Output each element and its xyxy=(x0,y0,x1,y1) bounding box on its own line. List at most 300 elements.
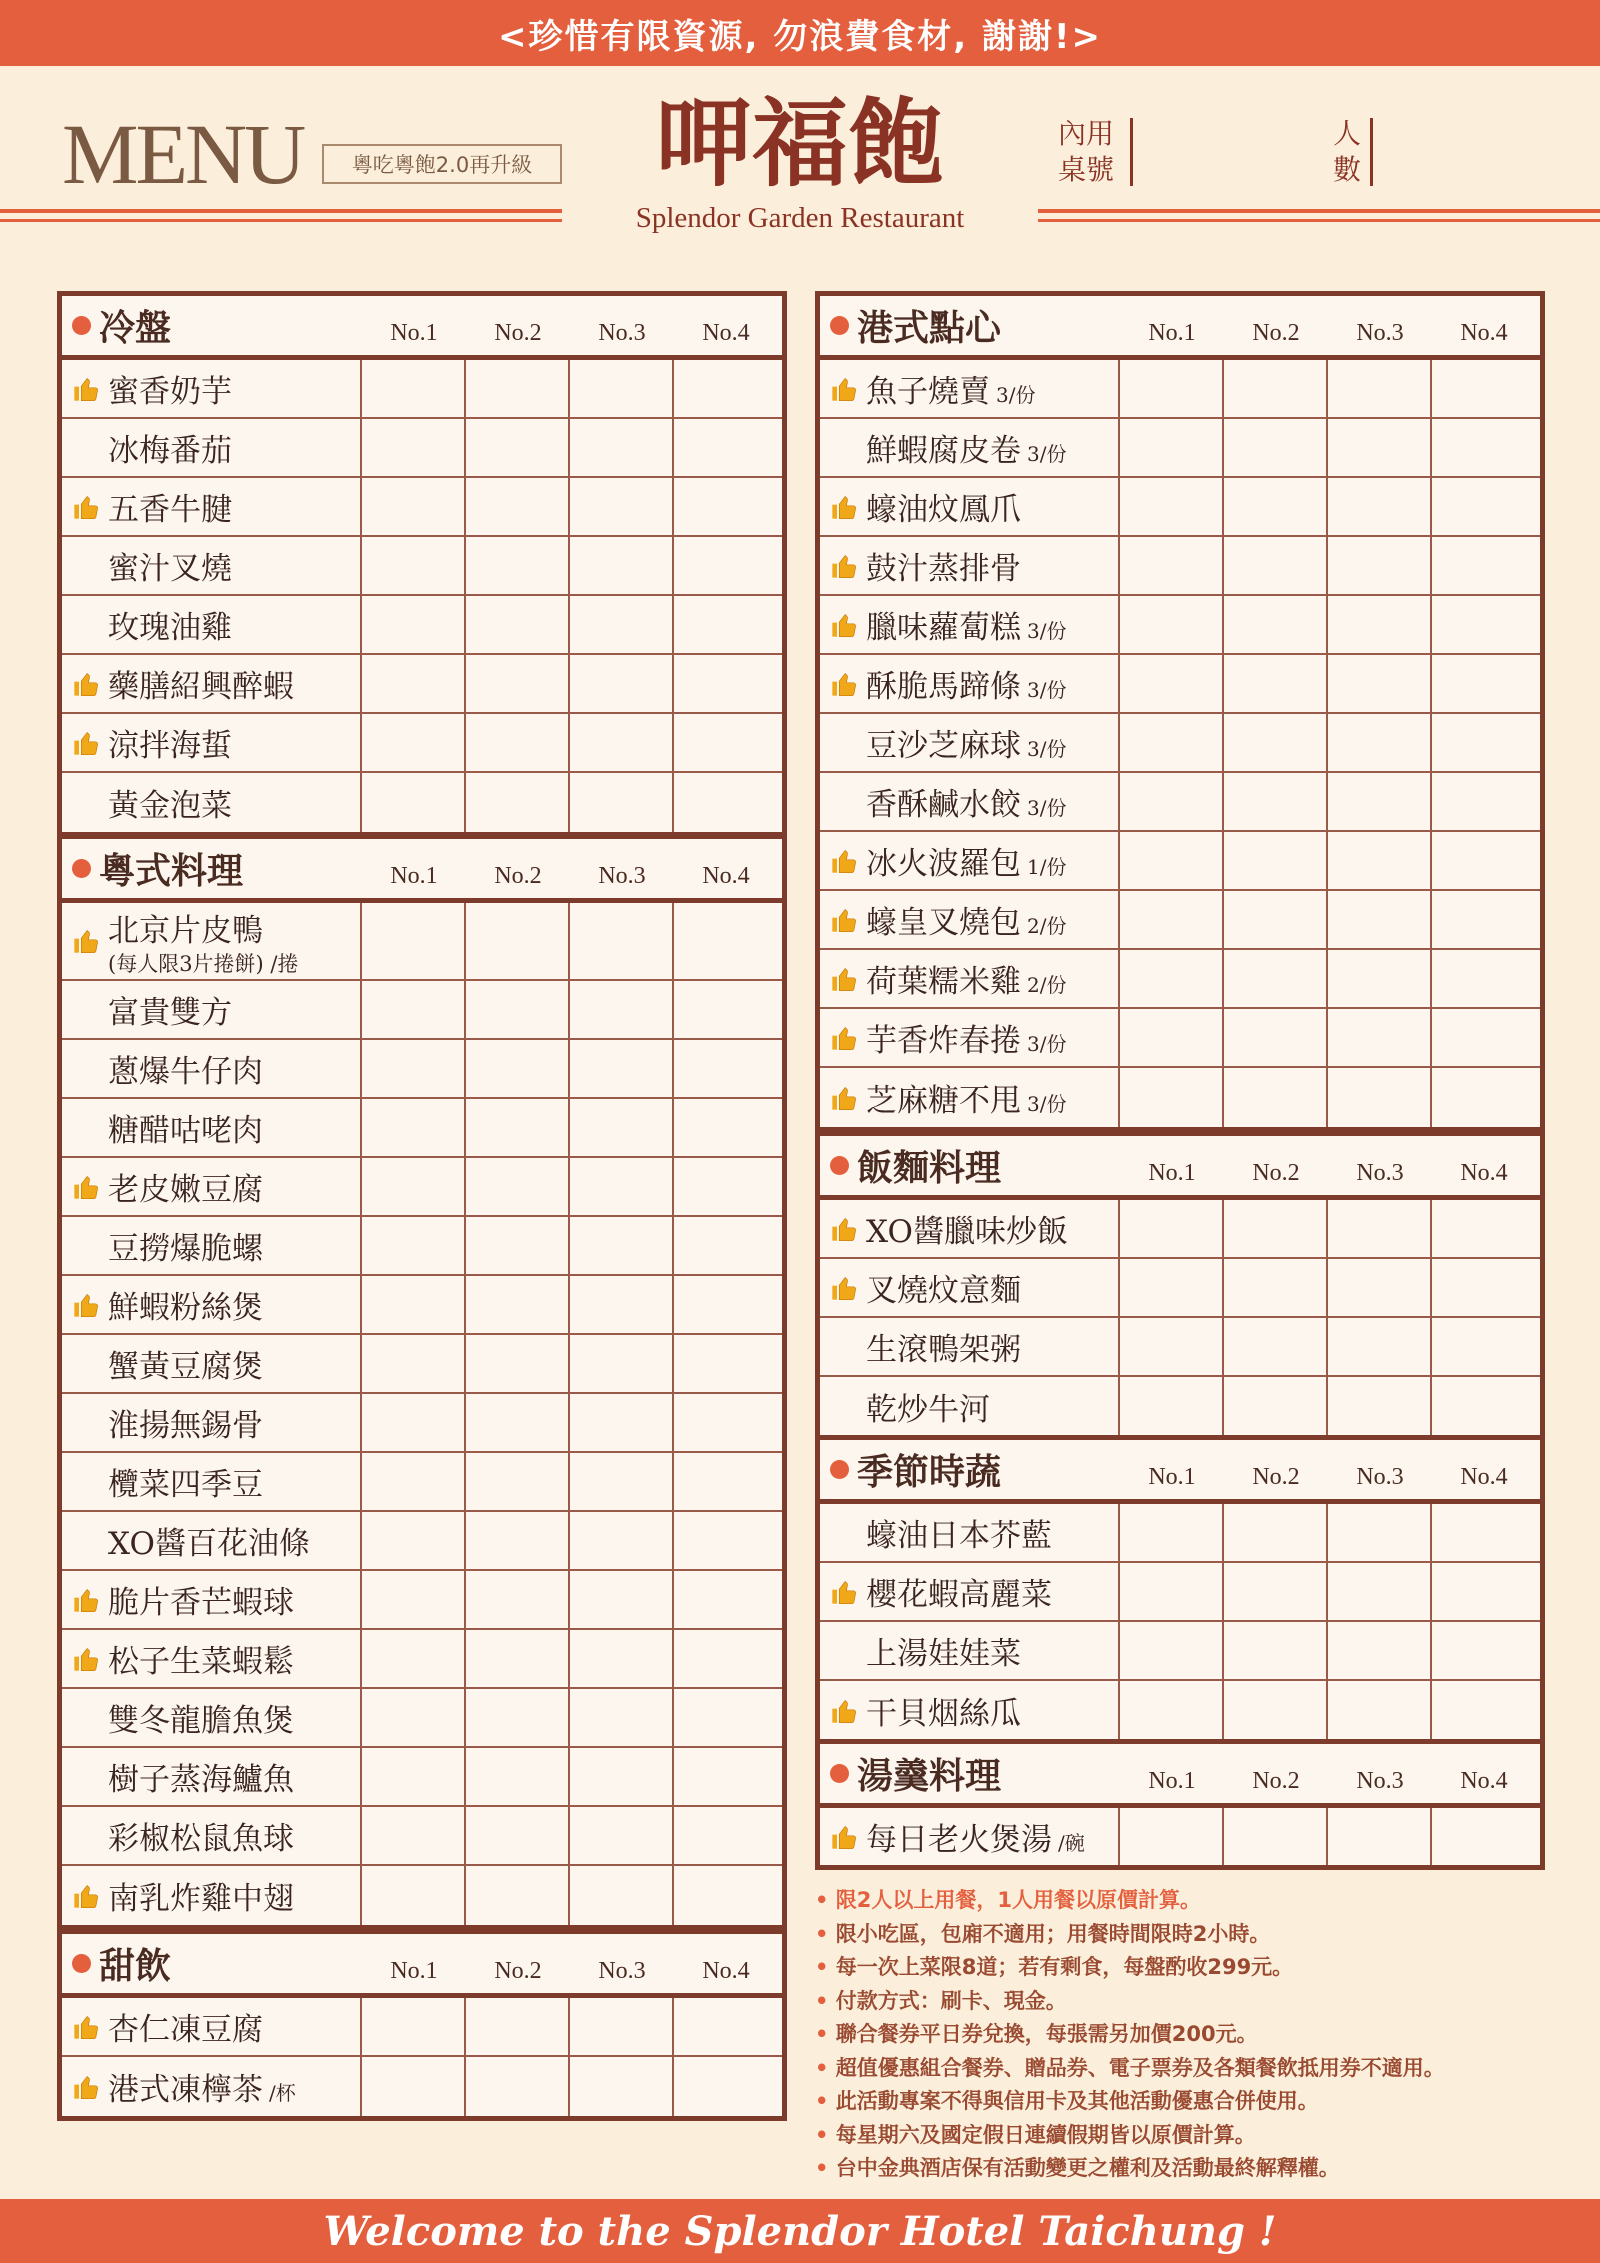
order-quantity-cell[interactable] xyxy=(1432,1377,1536,1436)
order-quantity-cell[interactable] xyxy=(1120,1200,1224,1257)
order-quantity-cell[interactable] xyxy=(1432,950,1536,1007)
order-quantity-cell[interactable] xyxy=(1328,773,1432,830)
order-quantity-cell[interactable] xyxy=(570,773,674,832)
order-quantity-cell[interactable] xyxy=(466,1394,570,1451)
order-quantity-cell[interactable] xyxy=(362,1040,466,1097)
thumbs-up-icon xyxy=(72,1645,100,1673)
order-quantity-cell[interactable] xyxy=(466,1748,570,1805)
order-quantity-cell[interactable] xyxy=(570,1335,674,1392)
order-quantity-cell[interactable] xyxy=(466,1276,570,1333)
menu-item-line xyxy=(866,543,1118,588)
order-quantity-cell[interactable] xyxy=(1432,360,1536,417)
order-quantity-cell[interactable] xyxy=(1328,1563,1432,1620)
order-quantity-cell[interactable] xyxy=(1328,1009,1432,1066)
order-quantity-cell[interactable] xyxy=(1120,1563,1224,1620)
order-quantity-cell[interactable] xyxy=(1224,1259,1328,1316)
order-quantity-cell[interactable] xyxy=(674,419,778,476)
order-quantity-cell[interactable] xyxy=(362,478,466,535)
order-quantity-cell[interactable] xyxy=(1120,1622,1224,1679)
order-quantity-cell[interactable] xyxy=(1120,1009,1224,1066)
order-quantity-cell[interactable] xyxy=(1432,1009,1536,1066)
order-quantity-cell[interactable] xyxy=(362,1335,466,1392)
order-quantity-cell[interactable] xyxy=(570,1998,674,2055)
order-quantity-cell[interactable] xyxy=(674,1158,778,1215)
order-quantity-cell[interactable] xyxy=(1432,1681,1536,1740)
menu-item-row xyxy=(820,950,1540,1009)
order-quantity-cell[interactable] xyxy=(1432,1068,1536,1127)
order-quantity-cell[interactable] xyxy=(570,1099,674,1156)
column-header: No.2 xyxy=(1252,1464,1300,1490)
order-quantity-cell[interactable] xyxy=(674,773,778,832)
menu-item-name-cell xyxy=(820,714,1120,771)
menu-item-name-cell xyxy=(62,981,362,1038)
menu-item-line xyxy=(866,838,1118,883)
menu-item-name: 蟹黃豆腐煲 xyxy=(108,1349,263,1385)
order-quantity-cell[interactable] xyxy=(362,1512,466,1569)
order-quantity-cell[interactable] xyxy=(1224,1068,1328,1127)
order-quantity-cell[interactable] xyxy=(1328,1808,1432,1865)
section-veg xyxy=(815,1435,1545,1745)
order-quantity-cell[interactable] xyxy=(1120,891,1224,948)
order-quantity-cell[interactable] xyxy=(466,773,570,832)
order-quantity-cell[interactable] xyxy=(1224,655,1328,712)
order-quantity-cell[interactable] xyxy=(466,981,570,1038)
order-quantity-cell[interactable] xyxy=(674,1866,778,1925)
menu-item-name: 黃金泡菜 xyxy=(108,788,232,824)
menu-tagline: 粵吃粵飽2.0再升級 xyxy=(322,144,562,184)
order-quantity-cell[interactable] xyxy=(1120,478,1224,535)
thumbs-up-icon xyxy=(72,2013,100,2041)
column-header: No.2 xyxy=(494,1958,542,1984)
order-quantity-cell[interactable] xyxy=(1224,478,1328,535)
order-quantity-cell[interactable] xyxy=(1432,891,1536,948)
order-quantity-cell[interactable] xyxy=(1224,832,1328,889)
menu-item-name: 蠔油日本芥藍 xyxy=(866,1518,1052,1554)
order-quantity-cell[interactable] xyxy=(466,1217,570,1274)
order-quantity-cell[interactable] xyxy=(570,714,674,771)
menu-item-name: 港式凍檸茶 xyxy=(108,2072,263,2108)
order-quantity-cell[interactable] xyxy=(1120,1504,1224,1561)
column-header: No.1 xyxy=(1148,1160,1196,1186)
menu-item-row xyxy=(820,419,1540,478)
order-quantity-cell[interactable] xyxy=(466,596,570,653)
order-quantity-cell[interactable] xyxy=(1120,1808,1224,1865)
order-quantity-cell[interactable] xyxy=(362,537,466,594)
menu-item-row xyxy=(820,1318,1540,1377)
order-quantity-cell[interactable] xyxy=(674,1689,778,1746)
order-quantity-cell[interactable] xyxy=(466,1630,570,1687)
menu-item-portion: 3/份 xyxy=(1027,678,1067,702)
menu-item-row xyxy=(62,1689,782,1748)
menu-item-row xyxy=(820,1504,1540,1563)
column-header: No.3 xyxy=(1356,1160,1404,1186)
menu-item-name: 蜜香奶芋 xyxy=(108,374,232,410)
order-quantity-cell[interactable] xyxy=(1120,360,1224,417)
menu-item-name-cell xyxy=(820,1681,1120,1740)
menu-item-name: 北京片皮鴨 xyxy=(108,912,263,949)
order-quantity-cell[interactable] xyxy=(1120,1377,1224,1436)
order-quantity-cell[interactable] xyxy=(674,1217,778,1274)
menu-item-line xyxy=(108,1813,360,1858)
order-quantity-cell[interactable] xyxy=(1224,1681,1328,1740)
order-quantity-cell[interactable] xyxy=(362,1394,466,1451)
thumbs-up-icon xyxy=(830,493,858,521)
thumbs-up-icon xyxy=(72,1173,100,1201)
order-quantity-cell[interactable] xyxy=(674,1276,778,1333)
order-quantity-cell[interactable] xyxy=(466,478,570,535)
column-header: No.1 xyxy=(1148,1464,1196,1490)
order-quantity-cell[interactable] xyxy=(674,981,778,1038)
order-quantity-cell[interactable] xyxy=(1432,1808,1536,1865)
thumbs-up-icon xyxy=(72,927,100,955)
order-quantity-cell[interactable] xyxy=(1432,537,1536,594)
order-quantity-cell[interactable] xyxy=(1120,596,1224,653)
menu-item-line xyxy=(866,779,1118,824)
menu-item-line xyxy=(866,1814,1118,1859)
order-quantity-cell[interactable] xyxy=(1224,1504,1328,1561)
order-quantity-cell[interactable] xyxy=(1224,537,1328,594)
menu-item-line xyxy=(866,1384,1118,1429)
order-quantity-cell[interactable] xyxy=(1224,714,1328,771)
order-quantity-cell[interactable] xyxy=(674,360,778,417)
order-quantity-cell[interactable] xyxy=(570,596,674,653)
menu-item-name: 香酥鹹水餃 xyxy=(866,787,1021,823)
thumbs-up-icon xyxy=(830,1697,858,1725)
menu-item-row xyxy=(62,1807,782,1866)
thumbs-up-icon xyxy=(72,1291,100,1319)
order-quantity-cell[interactable] xyxy=(1432,1622,1536,1679)
order-quantity-cell[interactable] xyxy=(570,1158,674,1215)
order-quantity-cell[interactable] xyxy=(1120,419,1224,476)
menu-item-name-cell xyxy=(820,1504,1120,1561)
column-header: No.3 xyxy=(1356,1464,1404,1490)
order-quantity-cell[interactable] xyxy=(1432,1200,1536,1257)
order-quantity-cell[interactable] xyxy=(674,1335,778,1392)
thumbs-up-icon xyxy=(830,906,858,934)
menu-item-line xyxy=(866,1510,1118,1555)
order-quantity-cell[interactable] xyxy=(466,360,570,417)
order-quantity-cell[interactable] xyxy=(1120,714,1224,771)
menu-item-row xyxy=(62,596,782,655)
order-quantity-cell[interactable] xyxy=(1328,1504,1432,1561)
order-quantity-cell[interactable] xyxy=(1432,419,1536,476)
order-quantity-cell[interactable] xyxy=(674,1512,778,1569)
order-quantity-cell[interactable] xyxy=(570,1630,674,1687)
order-quantity-cell[interactable] xyxy=(466,714,570,771)
order-quantity-cell[interactable] xyxy=(1432,655,1536,712)
section-rice xyxy=(815,1131,1545,1441)
order-quantity-cell[interactable] xyxy=(1432,1504,1536,1561)
order-quantity-cell[interactable] xyxy=(362,1158,466,1215)
order-quantity-cell[interactable] xyxy=(1224,1563,1328,1620)
order-quantity-cell[interactable] xyxy=(362,1748,466,1805)
brand-subtitle: Splendor Garden Restaurant xyxy=(635,202,965,234)
order-quantity-cell[interactable] xyxy=(466,1689,570,1746)
menu-item-name: 藥膳紹興醉蝦 xyxy=(108,669,294,705)
menu-item-name-cell xyxy=(62,478,362,535)
menu-item-name: 淮揚無錫骨 xyxy=(108,1408,263,1444)
order-quantity-cell[interactable] xyxy=(362,1998,466,2055)
order-quantity-cell[interactable] xyxy=(362,596,466,653)
order-quantity-cell[interactable] xyxy=(674,1040,778,1097)
order-quantity-cell[interactable] xyxy=(362,1571,466,1628)
order-quantity-cell[interactable] xyxy=(570,1453,674,1510)
menu-item-row xyxy=(62,1998,782,2057)
order-quantity-cell[interactable] xyxy=(1120,1681,1224,1740)
order-quantity-cell[interactable] xyxy=(1328,950,1432,1007)
bullet-dot-icon xyxy=(830,1460,849,1479)
menu-item-name-cell xyxy=(820,891,1120,948)
order-quantity-cell[interactable] xyxy=(1224,1009,1328,1066)
menu-item-name: 冰火波羅包 xyxy=(866,846,1021,882)
menu-item-line xyxy=(108,366,360,411)
order-quantity-cell[interactable] xyxy=(466,1040,570,1097)
menu-item-line xyxy=(108,1577,360,1622)
order-quantity-cell[interactable] xyxy=(1328,1681,1432,1740)
column-header: No.4 xyxy=(1460,320,1508,346)
order-quantity-cell[interactable] xyxy=(466,1453,570,1510)
column-header: No.1 xyxy=(390,320,438,346)
section-title: 港式點心 xyxy=(857,308,1002,349)
order-quantity-cell[interactable] xyxy=(1328,419,1432,476)
order-quantity-cell[interactable] xyxy=(674,596,778,653)
order-quantity-cell[interactable] xyxy=(1120,537,1224,594)
order-quantity-cell[interactable] xyxy=(674,714,778,771)
menu-item-name-cell xyxy=(62,1099,362,1156)
order-quantity-cell[interactable] xyxy=(674,1807,778,1864)
column-header: No.1 xyxy=(390,863,438,889)
menu-item-name-cell xyxy=(62,1453,362,1510)
order-quantity-cell[interactable] xyxy=(1328,360,1432,417)
order-quantity-cell[interactable] xyxy=(466,1998,570,2055)
order-quantity-cell[interactable] xyxy=(1328,1622,1432,1679)
menu-item-name: 脆片香芒蝦球 xyxy=(108,1585,294,1621)
menu-item-name: 芋香炸春捲 xyxy=(866,1023,1021,1059)
section-header xyxy=(820,1744,1540,1808)
order-quantity-cell[interactable] xyxy=(362,419,466,476)
order-quantity-cell[interactable] xyxy=(1224,1377,1328,1436)
order-quantity-cell[interactable] xyxy=(674,478,778,535)
order-quantity-cell[interactable] xyxy=(1224,1808,1328,1865)
order-quantity-cell[interactable] xyxy=(466,1571,570,1628)
order-quantity-cell[interactable] xyxy=(570,1571,674,1628)
menu-item-name-cell xyxy=(62,1394,362,1451)
order-quantity-cell[interactable] xyxy=(570,2057,674,2116)
order-quantity-cell[interactable] xyxy=(362,1807,466,1864)
order-quantity-cell[interactable] xyxy=(1432,773,1536,830)
order-quantity-cell[interactable] xyxy=(466,1099,570,1156)
order-quantity-cell[interactable] xyxy=(674,903,778,979)
order-quantity-cell[interactable] xyxy=(1328,832,1432,889)
order-quantity-cell[interactable] xyxy=(674,1571,778,1628)
menu-item-line xyxy=(108,905,360,950)
order-quantity-cell[interactable] xyxy=(1432,596,1536,653)
menu-item-portion: 3/份 xyxy=(1027,737,1067,761)
order-quantity-cell[interactable] xyxy=(362,360,466,417)
order-quantity-cell[interactable] xyxy=(570,903,674,979)
menu-item-row xyxy=(820,360,1540,419)
thumbs-up-icon xyxy=(72,1882,100,1910)
order-quantity-cell[interactable] xyxy=(570,1866,674,1925)
thumbs-up-icon xyxy=(830,1084,858,1112)
order-quantity-cell[interactable] xyxy=(1328,1200,1432,1257)
order-quantity-cell[interactable] xyxy=(466,419,570,476)
order-quantity-cell[interactable] xyxy=(570,360,674,417)
menu-item-line xyxy=(866,956,1118,1001)
order-quantity-cell[interactable] xyxy=(570,655,674,712)
order-quantity-cell[interactable] xyxy=(1224,419,1328,476)
column-headers xyxy=(1120,1440,1536,1504)
order-quantity-cell[interactable] xyxy=(362,1689,466,1746)
menu-item-row xyxy=(62,1099,782,1158)
menu-item-name: 蠔油炆鳳爪 xyxy=(866,492,1021,528)
order-quantity-cell[interactable] xyxy=(570,537,674,594)
order-quantity-cell[interactable] xyxy=(1328,714,1432,771)
order-quantity-cell[interactable] xyxy=(1328,1068,1432,1127)
order-quantity-cell[interactable] xyxy=(1120,1318,1224,1375)
order-quantity-cell[interactable] xyxy=(570,1512,674,1569)
order-quantity-cell[interactable] xyxy=(570,478,674,535)
bottom-banner: Welcome to the Splendor Hotel Taichung ! xyxy=(0,2199,1600,2263)
order-quantity-cell[interactable] xyxy=(362,773,466,832)
order-quantity-cell[interactable] xyxy=(570,1276,674,1333)
order-quantity-cell[interactable] xyxy=(1224,773,1328,830)
menu-item-name: 魚子燒賣 xyxy=(866,374,990,410)
order-quantity-cell[interactable] xyxy=(362,1453,466,1510)
order-quantity-cell[interactable] xyxy=(362,1866,466,1925)
order-quantity-cell[interactable] xyxy=(1328,891,1432,948)
order-quantity-cell[interactable] xyxy=(1224,360,1328,417)
section-title: 湯羹料理 xyxy=(857,1756,1002,1797)
order-quantity-cell[interactable] xyxy=(1432,714,1536,771)
order-quantity-cell[interactable] xyxy=(466,1335,570,1392)
party-size-label: 人 數 xyxy=(1332,117,1361,186)
order-quantity-cell[interactable] xyxy=(674,1453,778,1510)
thumbs-up-icon xyxy=(830,1215,858,1243)
order-quantity-cell[interactable] xyxy=(466,537,570,594)
order-quantity-cell[interactable] xyxy=(362,1276,466,1333)
order-quantity-cell[interactable] xyxy=(466,1866,570,1925)
order-quantity-cell[interactable] xyxy=(1432,832,1536,889)
menu-item-row xyxy=(62,360,782,419)
menu-word: MENU xyxy=(62,106,304,202)
order-quantity-cell[interactable] xyxy=(466,1807,570,1864)
menu-item-name: 上湯娃娃菜 xyxy=(866,1636,1021,1672)
order-quantity-cell[interactable] xyxy=(1432,1318,1536,1375)
menu-item-name-cell xyxy=(62,596,362,653)
header xyxy=(0,66,1600,246)
note-item: • 台中金典酒店保有活動變更之權利及活動最終解釋權。 xyxy=(815,2152,1595,2186)
order-quantity-cell[interactable] xyxy=(362,714,466,771)
order-quantity-cell[interactable] xyxy=(1432,1259,1536,1316)
menu-item-name: 荷葉糯米雞 xyxy=(866,964,1021,1000)
order-quantity-cell[interactable] xyxy=(1224,1318,1328,1375)
order-quantity-cell[interactable] xyxy=(466,2057,570,2116)
order-quantity-cell[interactable] xyxy=(1328,596,1432,653)
menu-item-line xyxy=(866,425,1118,470)
menu-item-name: 叉燒炆意麵 xyxy=(866,1273,1021,1309)
order-quantity-cell[interactable] xyxy=(1328,655,1432,712)
menu-item-line xyxy=(108,484,360,529)
menu-item-line xyxy=(866,1569,1118,1614)
order-quantity-cell[interactable] xyxy=(1120,655,1224,712)
order-quantity-cell[interactable] xyxy=(674,1630,778,1687)
order-quantity-cell[interactable] xyxy=(362,903,466,979)
order-quantity-cell[interactable] xyxy=(362,1630,466,1687)
order-quantity-cell[interactable] xyxy=(570,1040,674,1097)
order-quantity-cell[interactable] xyxy=(1328,1318,1432,1375)
order-quantity-cell[interactable] xyxy=(674,655,778,712)
order-quantity-cell[interactable] xyxy=(570,1807,674,1864)
menu-item-line xyxy=(108,1105,360,1150)
thumbs-up-icon xyxy=(830,552,858,580)
order-quantity-cell[interactable] xyxy=(1328,537,1432,594)
order-quantity-cell[interactable] xyxy=(674,1099,778,1156)
order-quantity-cell[interactable] xyxy=(1120,1068,1224,1127)
column-header: No.3 xyxy=(598,320,646,346)
header-rule-left-2 xyxy=(0,219,562,222)
order-quantity-cell[interactable] xyxy=(362,655,466,712)
order-quantity-cell[interactable] xyxy=(362,1217,466,1274)
order-quantity-cell[interactable] xyxy=(1120,832,1224,889)
menu-item-name: 糖醋咕咾肉 xyxy=(108,1113,263,1149)
order-quantity-cell[interactable] xyxy=(1120,773,1224,830)
order-quantity-cell[interactable] xyxy=(1224,596,1328,653)
order-quantity-cell[interactable] xyxy=(1224,1200,1328,1257)
menu-item-row xyxy=(820,1622,1540,1681)
order-quantity-cell[interactable] xyxy=(1224,891,1328,948)
order-quantity-cell[interactable] xyxy=(674,1748,778,1805)
order-quantity-cell[interactable] xyxy=(1328,478,1432,535)
order-quantity-cell[interactable] xyxy=(362,1099,466,1156)
order-quantity-cell[interactable] xyxy=(1120,1259,1224,1316)
order-quantity-cell[interactable] xyxy=(362,981,466,1038)
order-quantity-cell[interactable] xyxy=(1224,1622,1328,1679)
order-quantity-cell[interactable] xyxy=(362,2057,466,2116)
order-quantity-cell[interactable] xyxy=(466,1512,570,1569)
menu-item-line xyxy=(108,1400,360,1445)
order-quantity-cell[interactable] xyxy=(1224,950,1328,1007)
menu-item-line xyxy=(108,720,360,765)
order-quantity-cell[interactable] xyxy=(1328,1259,1432,1316)
column-headers xyxy=(362,1934,778,1998)
order-quantity-cell[interactable] xyxy=(674,537,778,594)
order-quantity-cell[interactable] xyxy=(1432,1563,1536,1620)
order-quantity-cell[interactable] xyxy=(466,903,570,979)
order-quantity-cell[interactable] xyxy=(570,1748,674,1805)
order-quantity-cell[interactable] xyxy=(1328,1377,1432,1436)
order-quantity-cell[interactable] xyxy=(570,981,674,1038)
section-cantonese xyxy=(57,834,787,1930)
thumbs-up-icon xyxy=(830,1578,858,1606)
menu-item-row xyxy=(62,1512,782,1571)
order-quantity-cell[interactable] xyxy=(570,1217,674,1274)
order-quantity-cell[interactable] xyxy=(466,655,570,712)
order-quantity-cell[interactable] xyxy=(570,1394,674,1451)
order-quantity-cell[interactable] xyxy=(674,1394,778,1451)
order-quantity-cell[interactable] xyxy=(570,419,674,476)
menu-item-name-cell xyxy=(62,537,362,594)
order-quantity-cell[interactable] xyxy=(1432,478,1536,535)
menu-item-line xyxy=(866,1324,1118,1369)
menu-item-row xyxy=(62,1571,782,1630)
order-quantity-cell[interactable] xyxy=(674,1998,778,2055)
order-quantity-cell[interactable] xyxy=(1120,950,1224,1007)
order-quantity-cell[interactable] xyxy=(674,2057,778,2116)
order-quantity-cell[interactable] xyxy=(570,1689,674,1746)
order-quantity-cell[interactable] xyxy=(466,1158,570,1215)
note-item: • 聯合餐券平日券兌換，每張需另加價200元。 xyxy=(815,2018,1595,2052)
